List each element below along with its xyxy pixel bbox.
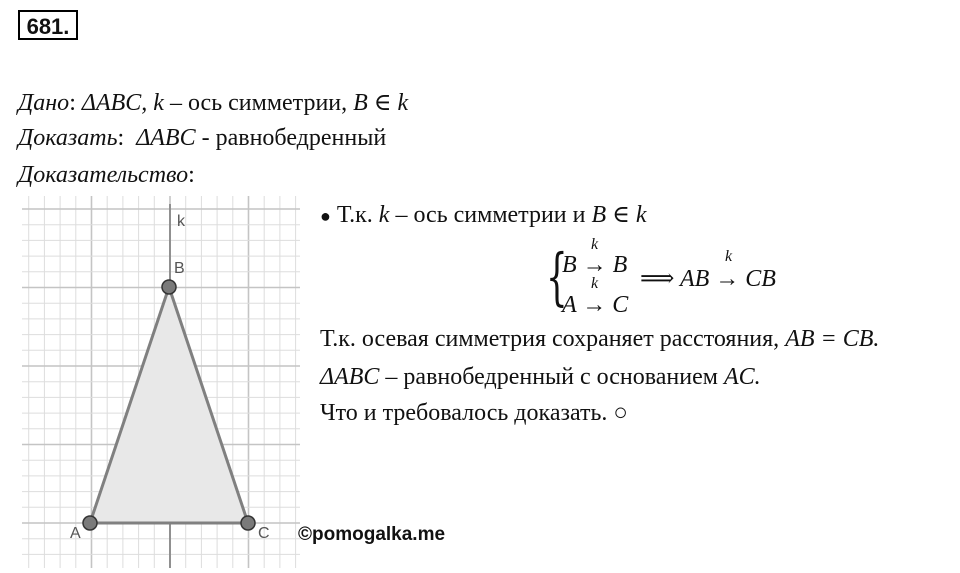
- proof-label: Доказательство: [18, 162, 189, 188]
- proof-line-3: [320, 364, 761, 391]
- given-dash: – ось симметрии,: [163, 90, 354, 116]
- system-result: ⟹ AB → CB: [640, 266, 776, 292]
- problem-number: 681.: [18, 10, 78, 40]
- axis-label: k: [177, 213, 185, 230]
- triangle-abc: [90, 287, 248, 523]
- proof-l1-c: B ∈ k: [591, 202, 647, 228]
- triangle-figure: [22, 196, 300, 568]
- system-k-3: k: [725, 248, 733, 265]
- proof-line-2: [320, 326, 879, 353]
- prove-colon: :: [117, 125, 125, 151]
- given-line: [18, 88, 408, 117]
- point-c: [241, 516, 255, 530]
- proof-colon: :: [188, 162, 195, 188]
- proof-line-4: Что и требовалось доказать. ○: [320, 400, 628, 426]
- proof-l1-a: Т.к.: [336, 202, 379, 228]
- prove-line: [18, 125, 386, 152]
- label-b: B: [174, 260, 185, 277]
- system-k-2: k: [591, 275, 599, 292]
- system-row-1: B → B: [562, 252, 628, 278]
- prove-triangle: ΔABC: [136, 125, 196, 151]
- system-brace: {: [546, 240, 568, 313]
- given-label: Дано: [18, 90, 70, 116]
- prove-rest: - равнобедренный: [195, 125, 387, 151]
- point-a: [83, 516, 97, 530]
- proof-l3-a: ΔABC: [320, 364, 380, 390]
- proof-l1-k: k: [378, 202, 390, 228]
- proof-label-line: [18, 162, 195, 189]
- proof-l2-text: Т.к. осевая симметрия сохраняет расстояния,: [320, 326, 786, 352]
- bullet: ●: [320, 206, 331, 226]
- proof-l3-c: AC.: [723, 364, 761, 390]
- point-b: [162, 280, 176, 294]
- label-a: A: [70, 525, 81, 542]
- system-k-1: k: [591, 236, 599, 253]
- given-member: B ∈ k: [353, 90, 409, 116]
- system-row-2: A → C: [562, 292, 629, 318]
- proof-line-1: [320, 200, 647, 229]
- given-triangle: ΔABC, k: [81, 90, 164, 116]
- watermark: ©pomogalka.me: [298, 524, 446, 545]
- proof-l1-b: – ось симметрии и: [389, 202, 592, 228]
- proof-l2-eq: AB = CB.: [785, 326, 880, 352]
- prove-label: Доказать: [18, 125, 118, 151]
- proof-l3-b: – равнобедренный с основанием: [379, 364, 724, 390]
- given-colon: :: [69, 90, 76, 116]
- label-c: C: [258, 525, 270, 542]
